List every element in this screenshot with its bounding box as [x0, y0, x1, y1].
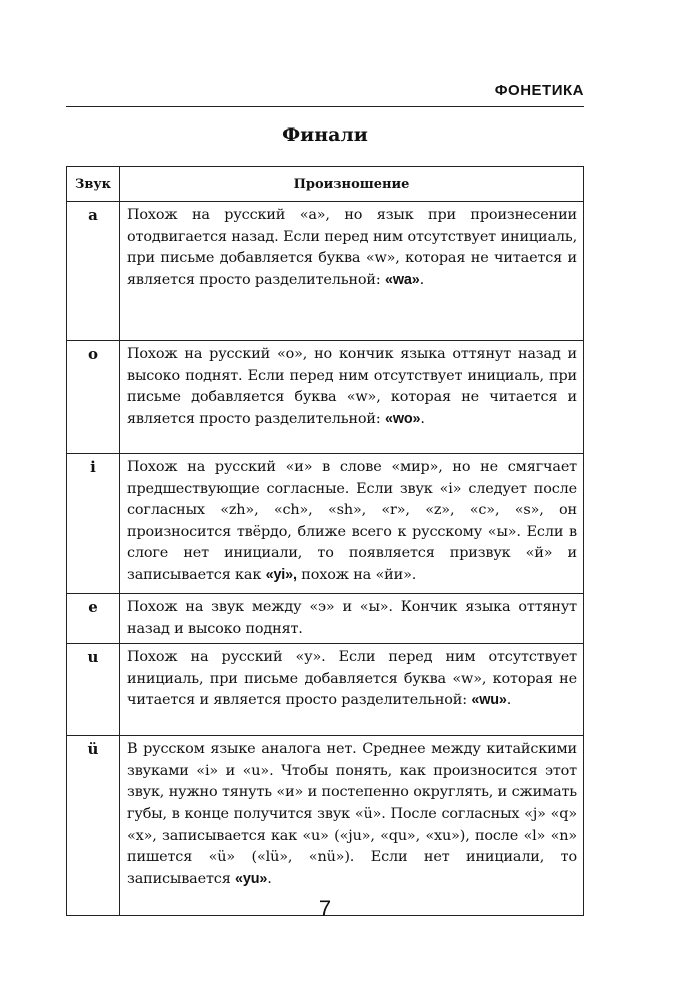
sound-cell: i [67, 454, 120, 594]
sound-cell: a [67, 202, 120, 341]
spelling-example: «wu» [471, 692, 507, 709]
pronunciation-tail: . [267, 870, 272, 887]
pronunciation-cell [120, 736, 584, 916]
table-header-row [67, 167, 584, 202]
spelling-example: «wa» [385, 271, 420, 288]
sound-cell: ü [67, 736, 120, 916]
table-row [67, 341, 584, 454]
sound-cell: e [67, 594, 120, 644]
table-row [67, 736, 584, 916]
pronunciation-cell [120, 454, 584, 594]
table-row [67, 202, 584, 341]
pronunciation-text: Похож на русский «у». Если перед ним отсутствует инициаль, при письме добавляется буква «w», которая не читается и является просто разделительной: [127, 649, 577, 709]
sound-cell: u [67, 644, 120, 736]
column-header-pronunciation: Произношение [120, 167, 584, 202]
column-header-sound: Звук [67, 167, 120, 202]
pronunciation-text: Похож на русский «о», но кончик языка оттянут назад и высоко поднят. Если перед ним отсутствует инициаль, при письме добавляется буква «w», которая не читается и является просто разделительной: [127, 346, 577, 427]
spelling-example: «wo» [385, 410, 421, 427]
table-row [67, 594, 584, 644]
spelling-example: «yu» [235, 870, 268, 887]
section-label: ФОНЕТИКА [494, 82, 584, 99]
pronunciation-text: Похож на русский «и» в слове «мир», но не смягчает предшествующие согласные. Если звук «i» следует после согласных «zh», «ch», «sh», «r», «z», «c», «s», он произносится твёрдо, ближе всего к русскому «ы». Если в слоге нет инициали, то появляется призвук «й» и записывается как [127, 459, 577, 583]
page-title: Финали [282, 124, 368, 146]
pronunciation-cell [120, 341, 584, 454]
finals-table [66, 166, 584, 916]
page-number: 7 [318, 896, 332, 921]
pronunciation-text: Похож на звук между «э» и «ы». Кончик языка оттянут назад и высоко поднят. [127, 599, 577, 637]
pronunciation-tail: . [419, 271, 425, 288]
pronunciation-cell [120, 202, 584, 341]
pronunciation-text: В русском языке аналога нет. Среднее между китайскими звуками «i» и «u». Чтобы понять, как произносится этот звук, нужно тянуть «и» и постепенно округлять, и сжимать губы, в конце получится звук «ü». После согласных «j» «q» «x», записывается как «u» («ju», «qu», «xu»), после «l» «n» пишется «ü» («lü», «nü»). Если нет инициали, то записывается [127, 741, 577, 887]
pronunciation-cell [120, 594, 584, 644]
pronunciation-tail: . [506, 692, 512, 709]
table-row [67, 454, 584, 594]
spelling-example: «yi», [265, 566, 297, 583]
table-row [67, 644, 584, 736]
pronunciation-tail: похож на «йи». [296, 566, 417, 583]
pronunciation-tail: . [420, 410, 425, 427]
pronunciation-text: Похож на русский «а», но язык при произнесении отодвигается назад. Если перед ним отсутствует инициаль, при письме добавляется буква «w», которая не читается и является просто разделительной: [127, 207, 577, 288]
running-header [66, 80, 584, 107]
sound-cell: o [67, 341, 120, 454]
pronunciation-cell [120, 644, 584, 736]
